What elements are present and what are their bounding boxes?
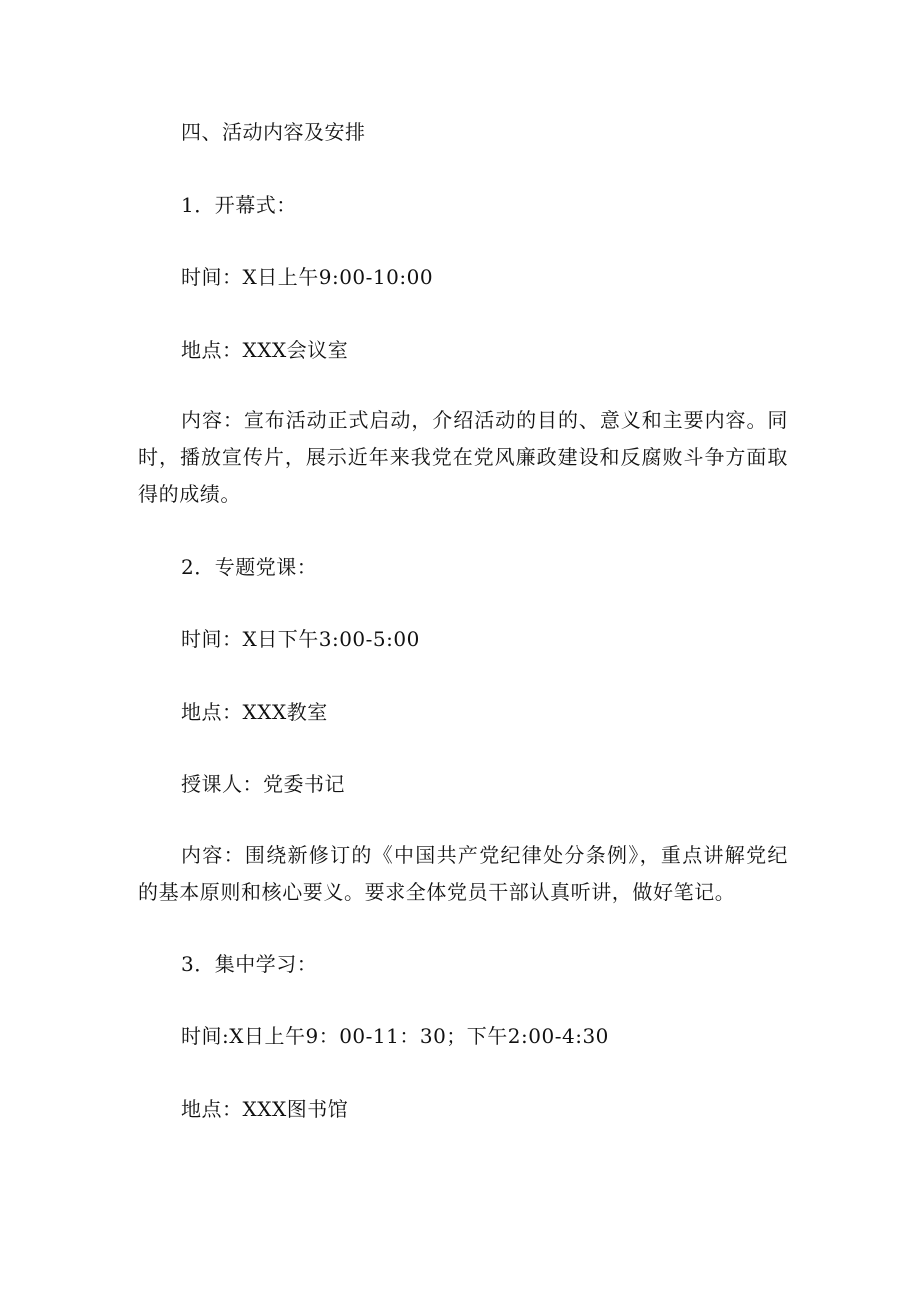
item-title-group-study: 3．集中学习： [181,952,318,976]
item-time-opening: 时间：X日上午9:00-10:00 [181,265,434,289]
item-time-group-study: 时间:X日上午9：00-11：30；下午2:00-4:30 [181,1024,609,1048]
item-place-opening: 地点：XXX会议室 [181,338,349,362]
item-time-party-lecture: 时间：X日下午3:00-5:00 [181,627,420,651]
section-heading: 四、活动内容及安排 [181,120,366,144]
item-lecturer-party-lecture: 授课人：党委书记 [181,772,345,796]
item-content-opening: 内容：宣布活动正式启动，介绍活动的目的、意义和主要内容。同时，播放宣传片，展示近年来我党在党风廉政建设和反腐败斗争方面取得的成绩。 [138,408,788,506]
item-place-party-lecture: 地点：XXX教室 [181,700,328,724]
item-title-opening: 1．开幕式： [181,193,297,217]
item-title-party-lecture: 2．专题党课： [181,555,318,579]
item-content-party-lecture: 内容：围绕新修订的《中国共产党纪律处分条例》，重点讲解党纪的基本原则和核心要义。要求全体党员干部认真听讲，做好笔记。 [138,843,788,904]
item-place-group-study: 地点：XXX图书馆 [181,1097,349,1121]
